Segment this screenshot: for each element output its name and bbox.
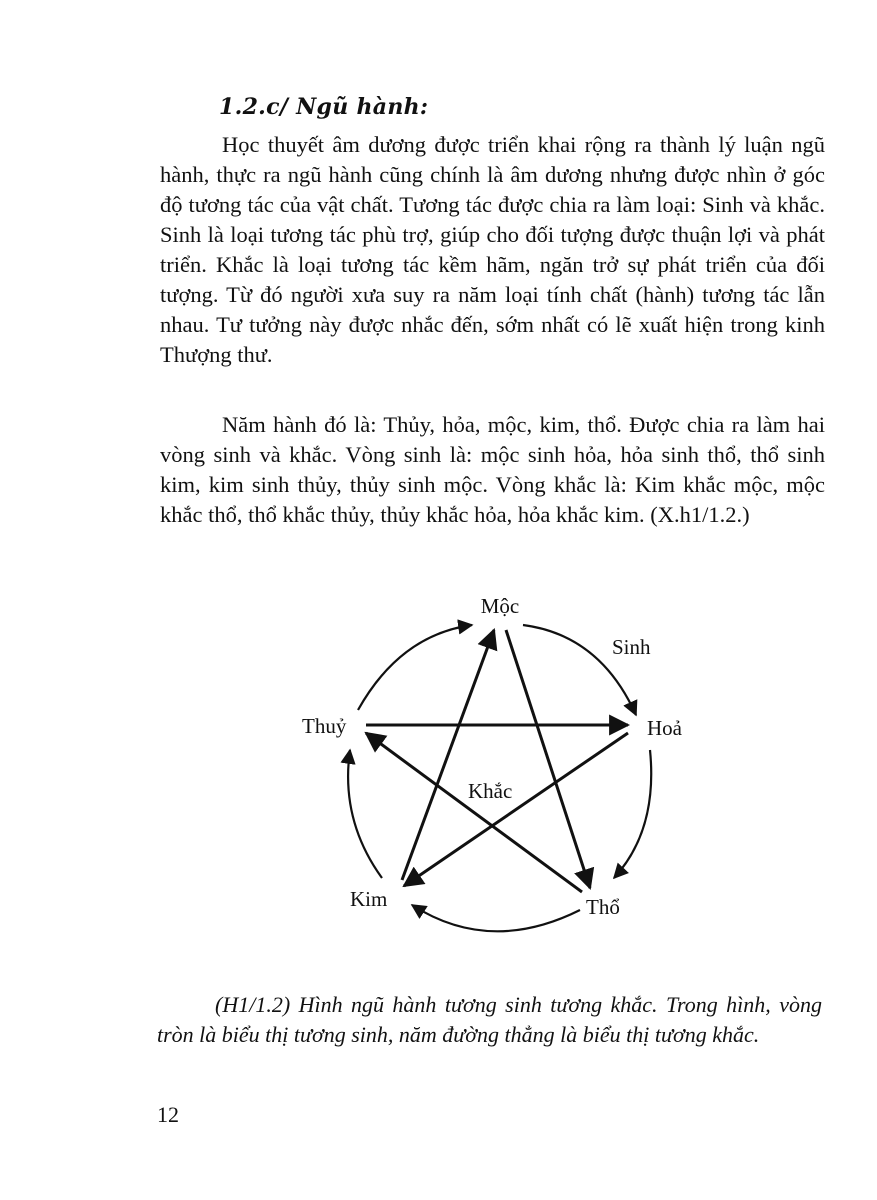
arc-kim-to-thuy [348, 750, 382, 878]
arc-hoa-to-tho [614, 750, 651, 878]
label-moc: Mộc [480, 594, 520, 618]
section-heading: 1.2.c/ Ngũ hành: [219, 94, 429, 120]
arc-tho-to-kim [412, 905, 580, 931]
label-tho: Thổ [586, 895, 620, 919]
line-kim-to-moc [402, 630, 494, 880]
paragraph-five-elements-cycles: Năm hành đó là: Thủy, hỏa, mộc, kim, thổ. Được chia ra làm hai vòng sinh và khắc. Vòng sinh là: mộc sinh hỏa, hỏa sinh thổ, thổ sinh kim, kim sinh thủy, thủy sinh mộc. Vòng khắc là: Kim khắc mộc, mộc khắc thổ, thổ khắc thủy, thủy khắc hỏa, hỏa khắc kim. (X.h1/1.2.) [160, 412, 825, 527]
label-thuy: Thuỷ [302, 714, 347, 738]
label-hoa: Hoả [647, 716, 682, 740]
page-number: 12 [157, 1102, 179, 1127]
figure-caption: (H1/1.2) Hình ngũ hành tương sinh tương khắc. Trong hình, vòng tròn là biểu thị tương sinh, năm đường thẳng là biểu thị tương khắc. [157, 992, 822, 1047]
line-tho-to-thuy [366, 733, 582, 892]
khac-star [366, 630, 628, 892]
line-moc-to-tho [506, 630, 590, 888]
arc-thuy-to-moc [358, 625, 472, 710]
five-elements-diagram [280, 580, 700, 950]
label-khac: Khắc [468, 779, 513, 803]
label-sinh: Sinh [612, 635, 651, 659]
paragraph-five-elements-intro: Học thuyết âm dương được triển khai rộng ra thành lý luận ngũ hành, thực ra ngũ hành cũng chính là âm dương nhưng được nhìn ở góc độ tương tác của vật chất. Tương tác được chia ra làm loại: Sinh và khắc. Sinh là loại tương tác phù trợ, giúp cho đối tượng được thuận lợi và phát triển. Khắc là loại tương tác kềm hãm, ngăn trở sự phát triển của đối tượng. Từ đó người xưa suy ra năm loại tính chất (hành) tương tác lẫn nhau. Tư tưởng này được nhắc đến, sớm nhất có lẽ xuất hiện trong kinh Thượng thư. [160, 132, 825, 367]
label-kim: Kim [350, 887, 388, 911]
five-elements-svg [280, 580, 700, 950]
line-hoa-to-kim [404, 733, 628, 886]
